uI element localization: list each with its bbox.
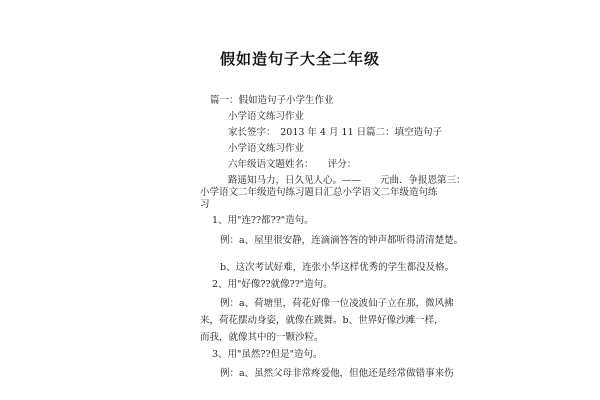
text-line: 例：a、虽然父母非常疼爱他，但他还是经常做错事来伤 [220, 368, 454, 379]
text-line: 2、用"好像??就像??"造句。 [212, 279, 333, 290]
text-line: 来，荷花摆动身姿，就像在跳舞。b、世界好像沙滩一样， [200, 315, 444, 326]
text-line: 习 [200, 199, 210, 210]
text-line: 路遥知马力，日久见人心。—— 元曲．争报恩第三： [228, 175, 466, 186]
text-line: 例：a、荷塘里，荷花好像一位凌波仙子立在那，微风拂 [220, 298, 454, 309]
text-line: 3、用"虽然??但是"造句。 [212, 349, 323, 360]
text-line: 1、用"连??都??"造句。 [212, 215, 314, 226]
document-title: 假如造句子大全二年级 [219, 50, 380, 68]
text-line: 六年级语文题姓名： 评分： [228, 159, 357, 170]
text-line: b、这次考试好难，连张小华这样优秀的学生都没及格。 [220, 262, 455, 273]
text-line: 而我，就像其中的一颗沙粒。 [200, 332, 324, 343]
text-line: 例：a、屋里很安静，连滴滴答答的钟声都听得清清楚楚。 [220, 235, 464, 246]
text-line: 小学语文二年级造句练习题目汇总小学语文二年级造句练 [200, 187, 438, 198]
text-line: 小学语文练习作业 [228, 143, 305, 154]
text-line: 篇一：假如造句子小学生作业 [210, 95, 334, 106]
text-line: 小学语文练习作业 [228, 111, 305, 122]
text-line: 家长签字： 2013 年 4 月 11 日篇二：填空造句子 [228, 127, 443, 138]
